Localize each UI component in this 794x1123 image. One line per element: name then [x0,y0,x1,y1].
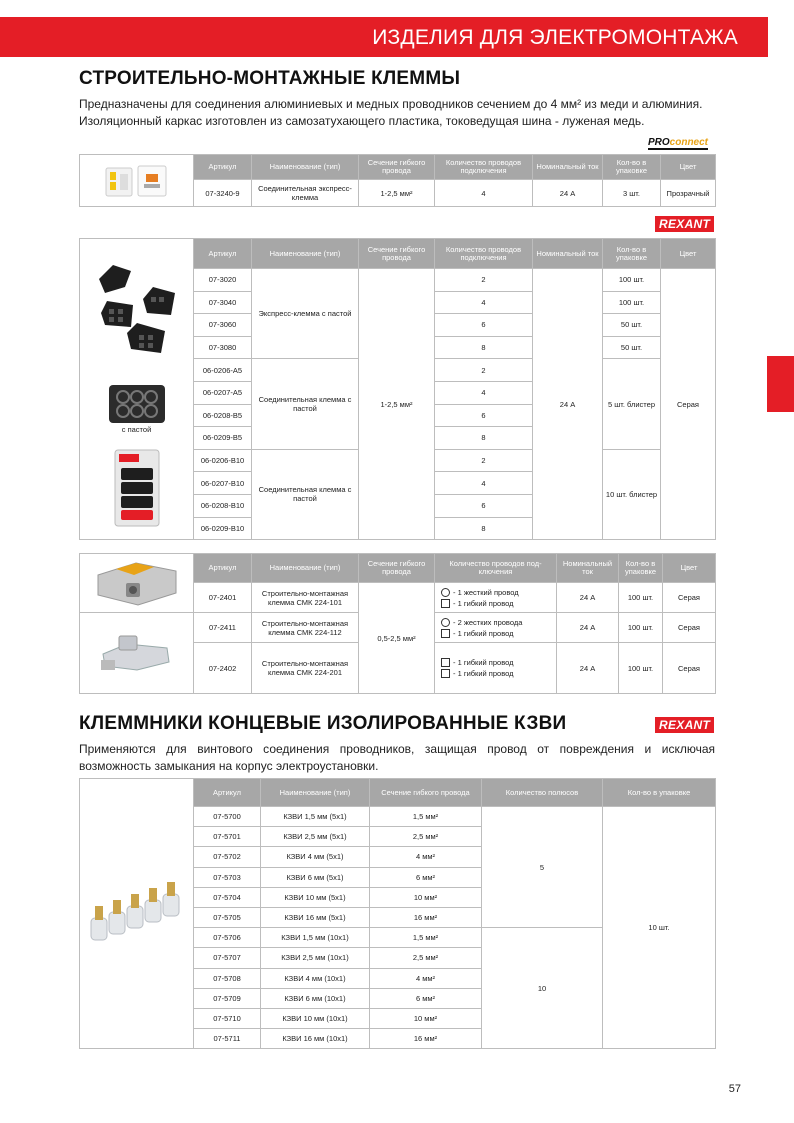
cell-section: 0,5-2,5 мм² [359,583,435,694]
blister-pack-image [113,448,161,528]
section2-intro: Применяются для винтового соединения проводников, защищая провод от повреждения и исключая возможность замыкания на корпус электроустановки. [79,742,715,773]
section1-intro [79,96,715,130]
cell-article: 06-0209-B10 [194,517,252,540]
cell-name: КЗВИ 2,5 мм (5х1) [261,827,370,847]
flexible-wire-icon [441,629,450,638]
col-header-pack: Кол-во в упаковке [603,239,661,269]
col-header-current: Номинальный ток [533,155,603,180]
solid-wire-icon [441,588,450,597]
col-header-current: Номинальный ток [557,554,619,583]
intro-line-1: Предназначены для соединения алюминиевых и медных проводников сечением до 4 мм² из меди и алюминия. [79,97,703,111]
table-smk-clamps [79,553,716,694]
cell-color: Серая [663,643,716,694]
cell-pack: 50 шт. [603,336,661,359]
wire-option [435,628,556,639]
cell-section: 16 мм² [370,1029,482,1049]
cell-section: 2,5 мм² [370,827,482,847]
cell-name: Соединительная клемма с пастой [252,449,359,539]
cell-article: 06-0207-A5 [194,381,252,404]
cell-pack: 10 шт. [603,807,716,1049]
cell-section: 1-2,5 мм² [359,269,435,540]
wire-option-label: - 1 гибкий провод [453,628,514,638]
cell-article: 06-0206-B10 [194,449,252,472]
cell-pack: 10 шт. блистер [603,449,661,539]
col-header-color: Цвет [661,239,716,269]
wire-option [435,587,556,598]
section-title-terminal-blocks: КЛЕММНИКИ КОНЦЕВЫЕ ИЗОЛИРОВАННЫЕ КЗВИ [79,713,567,734]
side-tab-marker [767,356,794,412]
cell-article: 07-5705 [194,907,261,927]
cell-article: 07-2401 [194,583,252,613]
col-header-color: Цвет [661,155,716,180]
flexible-wire-icon [441,658,450,667]
cell-wires-options [435,643,557,694]
cell-wires-options [435,613,557,643]
cell-wires-options [435,583,557,613]
paste-caption: с пастой [121,424,152,434]
cell-wires: 4 [435,291,533,314]
cell-pack: 100 шт. [603,291,661,314]
col-header-section: Сечение гибкого провода [370,779,482,807]
table-paste-clamps [79,238,716,540]
cell-name: Экспресс-клемма с пастой [252,269,359,359]
col-header-name: Наименование (тип) [261,779,370,807]
cell-section: 1,5 мм² [370,807,482,827]
cell-section: 6 мм² [370,988,482,1008]
cell-current: 24 А [533,180,603,207]
section-title-clamps: СТРОИТЕЛЬНО-МОНТАЖНЫЕ КЛЕММЫ [79,68,461,89]
cell-pack: 100 шт. [619,613,663,643]
col-header-article: Артикул [194,239,252,269]
proconnect-logo-connect: connect [669,137,709,148]
wire-option [435,668,556,679]
cell-wires: 4 [435,472,533,495]
express-clamps-image [87,253,187,371]
header-bar [0,17,768,57]
cell-section: 6 мм² [370,867,482,887]
cell-article: 07-3020 [194,269,252,292]
flexible-wire-icon [441,599,450,608]
wire-option-label: - 1 гибкий провод [453,669,514,678]
cell-article: 07-5700 [194,807,261,827]
cell-current: 24 А [557,643,619,694]
cell-name: Соединительная экспресс-клемма [252,180,359,207]
cell-article: 06-0208-B5 [194,404,252,427]
cell-section: 4 мм² [370,847,482,867]
cell-color: Прозрачный [661,180,716,207]
cell-article: 07-5704 [194,887,261,907]
col-header-article: Артикул [194,779,261,807]
cell-article: 06-0206-A5 [194,359,252,382]
cell-name: КЗВИ 1,5 мм (10х1) [261,928,370,948]
col-header-pack: Кол-во в упаковке [619,554,663,583]
cell-name: КЗВИ 6 мм (10х1) [261,988,370,1008]
col-header-color: Цвет [663,554,716,583]
col-header-name: Наименование (тип) [252,554,359,583]
cell-current: 24 А [557,583,619,613]
product-image-cell [80,155,194,207]
cell-wires: 2 [435,359,533,382]
wire-option-label: - 1 жесткий провод [453,587,519,597]
smk-image-cell-2 [80,613,194,694]
cell-article: 06-0209-B5 [194,427,252,450]
wire-option-label: - 1 гибкий провод [453,658,514,667]
cell-pack: 100 шт. [619,583,663,613]
cell-pack: 100 шт. [603,269,661,292]
cell-color: Серая [663,613,716,643]
wire-option [435,598,556,609]
cell-article: 07-2402 [194,643,252,694]
paste-clamp-image [107,383,167,425]
cell-wires: 8 [435,427,533,450]
cell-pack: 50 шт. [603,314,661,337]
wire-option-label: - 1 гибкий провод [453,598,514,608]
cell-section: 1-2,5 мм² [359,180,435,207]
cell-name: КЗВИ 4 мм (5х1) [261,847,370,867]
col-header-current: Номинальный ток [533,239,603,269]
product-images-cell [80,239,194,540]
cell-article: 07-3240-9 [194,180,252,207]
cell-article: 07-5707 [194,948,261,968]
cell-article: 07-5711 [194,1029,261,1049]
cell-article: 07-3040 [194,291,252,314]
wire-option [435,657,556,668]
cell-wires: 2 [435,449,533,472]
page-number: 57 [728,1083,741,1095]
table-express-clamp [79,154,716,207]
cell-wires: 6 [435,494,533,517]
cell-current: 24 А [533,269,603,540]
cell-section: 1,5 мм² [370,928,482,948]
col-header-pack: Кол-во в упаковке [603,779,716,807]
cell-wires: 6 [435,314,533,337]
cell-article: 07-3060 [194,314,252,337]
cell-article: 07-5709 [194,988,261,1008]
flexible-wire-icon [441,669,450,678]
cell-wires: 6 [435,404,533,427]
col-header-article: Артикул [194,554,252,583]
col-header-name: Наименование (тип) [252,155,359,180]
cell-section: 10 мм² [370,887,482,907]
col-header-pack: Кол-во в упаковке [603,155,661,180]
cell-section: 10 мм² [370,1008,482,1028]
cell-pack: 3 шт. [603,180,661,207]
cell-article: 07-5701 [194,827,261,847]
cell-name: Строительно-монтажная клемма СМК 224-112 [252,613,359,643]
cell-current: 24 А [557,613,619,643]
col-header-article: Артикул [194,155,252,180]
cell-color: Серая [663,583,716,613]
cell-color: Серая [661,269,716,540]
proconnect-logo-pro: PRO [648,137,670,148]
cell-pack: 100 шт. [619,643,663,694]
cell-name: КЗВИ 6 мм (5х1) [261,867,370,887]
cell-article: 06-0207-B10 [194,472,252,495]
wire-option [435,617,556,628]
cell-article: 07-5706 [194,928,261,948]
rexant-logo: REXANT [655,717,714,733]
smk-clamp-image [92,557,182,609]
cell-poles: 5 [482,807,603,928]
header-title: ИЗДЕЛИЯ ДЛЯ ЭЛЕКТРОМОНТАЖА [372,26,738,49]
wire-option-label: - 2 жестких провода [453,617,523,627]
rexant-logo: REXANT [655,216,714,232]
cell-name: Строительно-монтажная клемма СМК 224-201 [252,643,359,694]
table-kzvi [79,778,716,1049]
smk-clamp-2-image [97,630,177,676]
kzvi-terminal-block-image [87,866,187,962]
kzvi-image-cell [80,779,194,1049]
col-header-poles: Количество полюсов [482,779,603,807]
cell-wires: 4 [435,381,533,404]
cell-wires: 4 [435,180,533,207]
intro-line-2: Изоляционный каркас изготовлен из самозатухающего пластика, токоведущая шина - луженая медь. [79,114,645,128]
cell-section: 2,5 мм² [370,948,482,968]
cell-name: КЗВИ 16 мм (10х1) [261,1029,370,1049]
cell-section: 16 мм² [370,907,482,927]
cell-name: КЗВИ 2,5 мм (10х1) [261,948,370,968]
cell-name: Соединительная клемма с пастой [252,359,359,449]
solid-wire-icon [441,618,450,627]
cell-name: Строительно-монтажная клемма СМК 224-101 [252,583,359,613]
cell-article: 07-5708 [194,968,261,988]
col-header-section: Сечение гибкого провода [359,554,435,583]
cell-wires: 8 [435,336,533,359]
cell-pack: 5 шт. блистер [603,359,661,449]
col-header-section: Сечение гибкого провода [359,155,435,180]
cell-article: 07-2411 [194,613,252,643]
col-header-wires: Количество проводов под-ключения [435,554,557,583]
cell-article: 07-3080 [194,336,252,359]
col-header-wires: Количество проводов подключения [435,239,533,269]
col-header-section: Сечение гибкого провода [359,239,435,269]
cell-name: КЗВИ 10 мм (5х1) [261,887,370,907]
cell-article: 07-5703 [194,867,261,887]
cell-name: КЗВИ 16 мм (5х1) [261,907,370,927]
cell-wires: 8 [435,517,533,540]
cell-name: КЗВИ 10 мм (10х1) [261,1008,370,1028]
express-clamp-image [102,162,172,200]
col-header-name: Наименование (тип) [252,239,359,269]
cell-article: 07-5702 [194,847,261,867]
cell-name: КЗВИ 4 мм (10х1) [261,968,370,988]
cell-article: 07-5710 [194,1008,261,1028]
cell-article: 06-0208-B10 [194,494,252,517]
cell-section: 4 мм² [370,968,482,988]
proconnect-logo [648,137,708,148]
cell-poles: 10 [482,928,603,1049]
smk-image-cell-1 [80,554,194,613]
cell-wires: 2 [435,269,533,292]
cell-name: КЗВИ 1,5 мм (5х1) [261,807,370,827]
col-header-wires: Количество проводов подключения [435,155,533,180]
